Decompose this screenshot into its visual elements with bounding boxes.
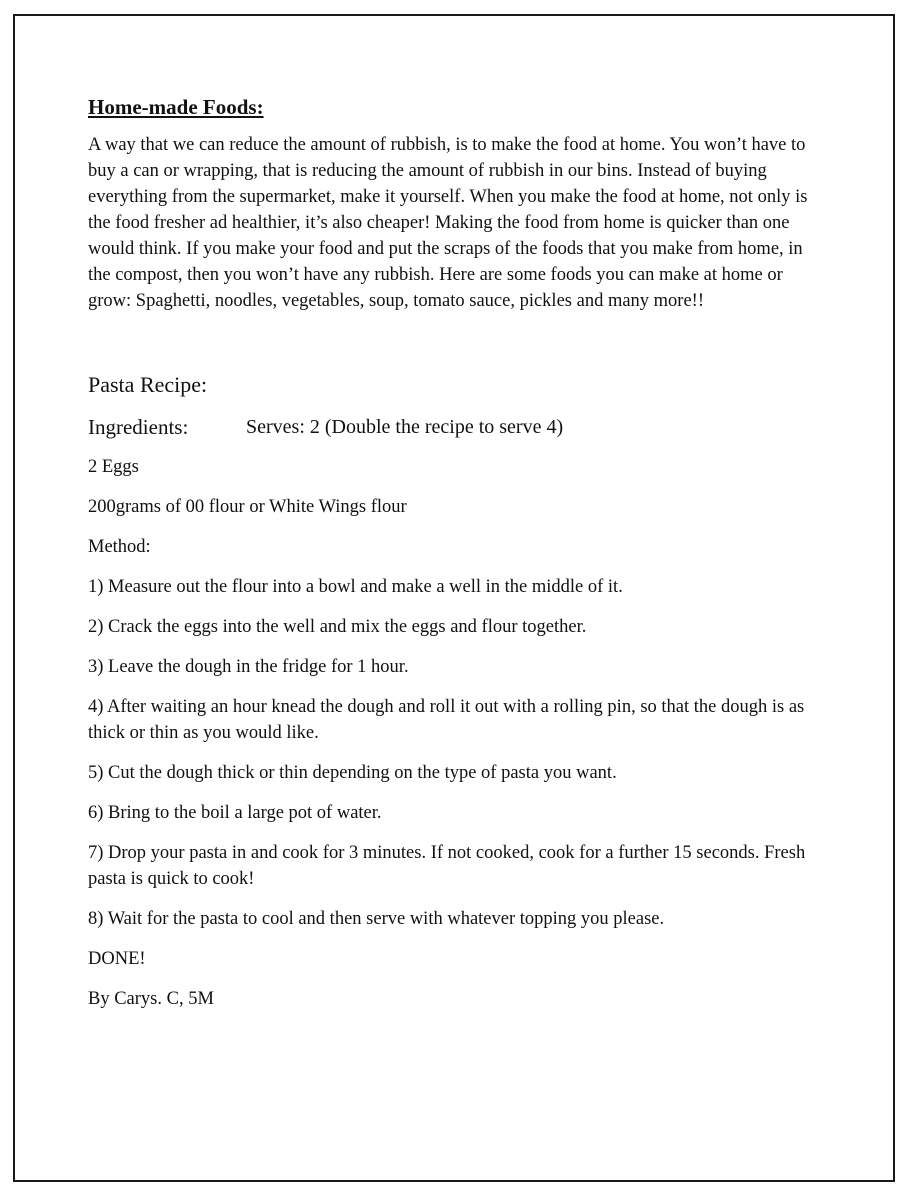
method-step: 2) Crack the eggs into the well and mix the eggs and flour together. <box>88 617 587 637</box>
method-step: 6) Bring to the boil a large pot of water. <box>88 803 382 823</box>
done-text: DONE! <box>88 949 146 969</box>
method-step: 3) Leave the dough in the fridge for 1 hour. <box>88 657 409 677</box>
author-byline: By Carys. C, 5M <box>88 989 214 1009</box>
ingredients-header <box>88 414 828 440</box>
method-step: 8) Wait for the pasta to cool and then serve with whatever topping you please. <box>88 909 665 929</box>
section-heading: Home-made Foods: <box>88 95 264 119</box>
intro-paragraph: A way that we can reduce the amount of rubbish, is to make the food at home. You won’t have to buy a can or wrapping, that is reducing the amount of rubbish in our bins. Instead of buying everything from the supermarket, make it yourself. When you make the food at home, not only is the food fresher ad healthier, it’s also cheaper! Making the food from home is quicker than one would think. If you make your food and put the scraps of the foods that you make from home, in the compost, then you won’t have any rubbish. Here are some foods you can make at home or grow: Spaghetti, noodles, vegetables, soup, tomato sauce, pickles and many more!! <box>88 135 808 311</box>
method-step: 7) Drop your pasta in and cook for 3 minutes. If not cooked, cook for a further 15 seconds. Fresh pasta is quick to cook! <box>88 843 806 889</box>
ingredient-item: 2 Eggs <box>88 457 139 477</box>
ingredient-item: 200grams of 00 flour or White Wings flour <box>88 497 407 517</box>
recipe-title: Pasta Recipe: <box>88 372 208 397</box>
method-step: 1) Measure out the flour into a bowl and make a well in the middle of it. <box>88 577 623 597</box>
method-step: 5) Cut the dough thick or thin depending on the type of pasta you want. <box>88 763 617 783</box>
serves-text: Serves: 2 (Double the recipe to serve 4) <box>246 416 564 438</box>
ingredients-label: Ingredients: <box>88 415 189 439</box>
method-label: Method: <box>88 537 151 557</box>
method-step: 4) After waiting an hour knead the dough and roll it out with a rolling pin, so that the dough is as thick or thin as you would like. <box>88 697 805 743</box>
document-body <box>88 94 828 1012</box>
